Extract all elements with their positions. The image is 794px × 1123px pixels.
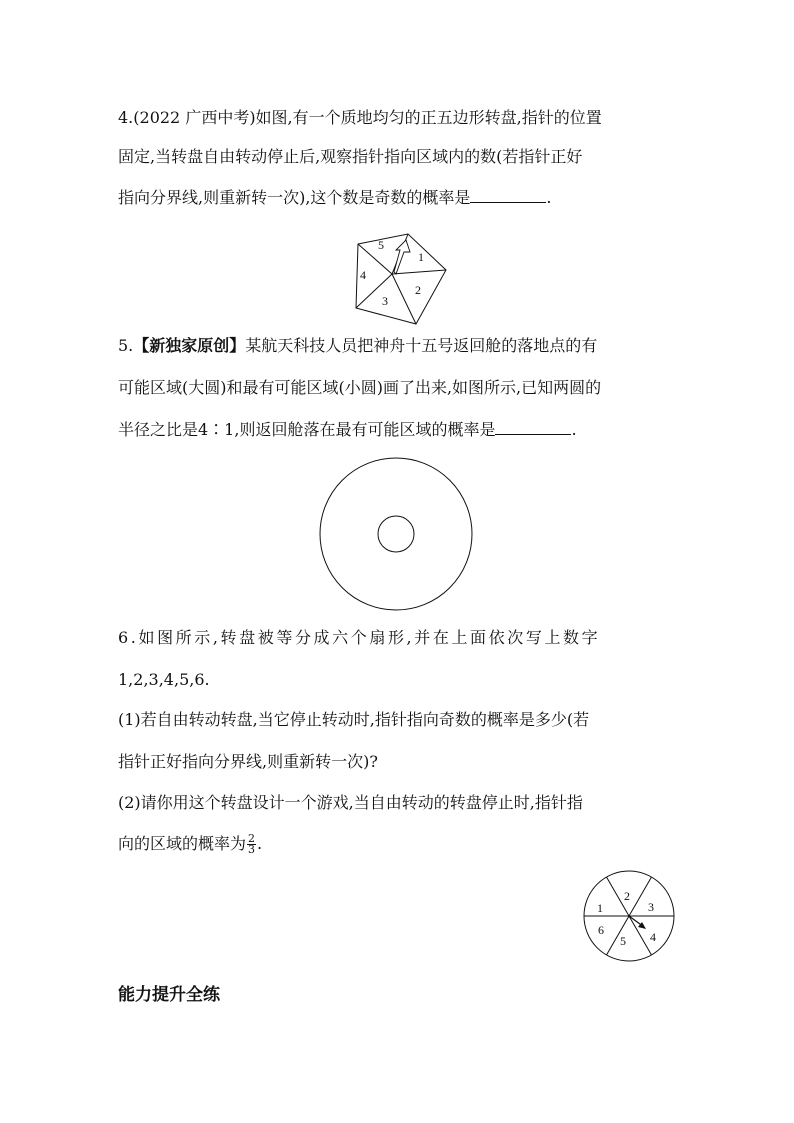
q5-line-1-rest: 某航天科技人员把神舟十五号返回舱的落地点的有	[245, 336, 598, 355]
q6-sub2-line-1: (2)请你用这个转盘设计一个游戏,当自由转动的转盘停止时,指针指	[118, 793, 583, 812]
fraction-two-thirds	[247, 834, 256, 855]
q5-line-3-end: .	[571, 420, 577, 439]
pentagon-label-5: 5	[378, 238, 384, 252]
q5-answer-blank	[495, 420, 571, 435]
q4-line-3-text: 指向分界线,则重新转一次),这个数是奇数的概率是	[118, 188, 471, 207]
q5-line-1	[118, 336, 597, 356]
q4-line-2: 固定,当转盘自由转动停止后,观察指针指向区域内的数(若指针正好	[118, 147, 583, 166]
large-circle	[320, 458, 472, 610]
six-sector-spinner-figure	[582, 870, 678, 966]
concentric-circles-figure	[318, 456, 474, 612]
q4-line-3-end: .	[546, 188, 552, 207]
q4-line-1: 4.(2022 广西中考)如图,有一个质地均匀的正五边形转盘,指针的位置	[118, 108, 602, 127]
q4-answer-blank	[470, 188, 546, 203]
small-circle	[378, 516, 414, 552]
pentagon-label-2: 2	[415, 283, 421, 297]
spinner-label-3: 3	[648, 900, 654, 914]
q5-line-3-text: 半径之比是4∶1,则返回舱落在最有可能区域的概率是	[118, 420, 496, 439]
pentagon-label-1: 1	[418, 250, 424, 264]
spinner-label-4: 4	[650, 930, 656, 944]
q6-line-2: 1,2,3,4,5,6.	[118, 670, 210, 689]
spinner-label-6: 6	[598, 923, 604, 937]
q5-line-3	[118, 420, 577, 440]
q6-line-1: 6.如图所示,转盘被等分成六个扇形,并在上面依次写上数字	[118, 628, 601, 647]
pointer-arrow	[394, 240, 410, 274]
spinner-label-1: 1	[597, 901, 603, 915]
q6-sub2-line-2	[118, 834, 262, 855]
q6-sub1-line-1: (1)若自由转动转盘,当它停止转动时,指针指向奇数的概率是多少(若	[118, 710, 590, 729]
q5-tag: 【新独家原创】	[133, 336, 246, 355]
q5-prefix: 5.	[118, 336, 134, 355]
q6-sub2-line-2-end: .	[257, 834, 263, 853]
q6-sub2-line-2-text: 向的区域的概率为	[118, 834, 247, 853]
pentagon-spinner-figure	[338, 228, 450, 328]
section-heading: 能力提升全练	[118, 985, 220, 1005]
spinner-label-2: 2	[624, 889, 630, 903]
q6-sub1-line-2: 指针正好指向分界线,则重新转一次)?	[118, 752, 378, 771]
pentagon-label-3: 3	[382, 294, 388, 308]
spinner-label-5: 5	[620, 934, 626, 948]
q4-line-3	[118, 188, 552, 208]
fraction-numerator: 2	[248, 832, 256, 845]
pentagon-label-4: 4	[360, 268, 366, 282]
fraction-denominator: 3	[248, 843, 256, 856]
q5-line-2: 可能区域(大圆)和最有可能区域(小圆)画了出来,如图所示,已知两圆的	[118, 378, 602, 397]
